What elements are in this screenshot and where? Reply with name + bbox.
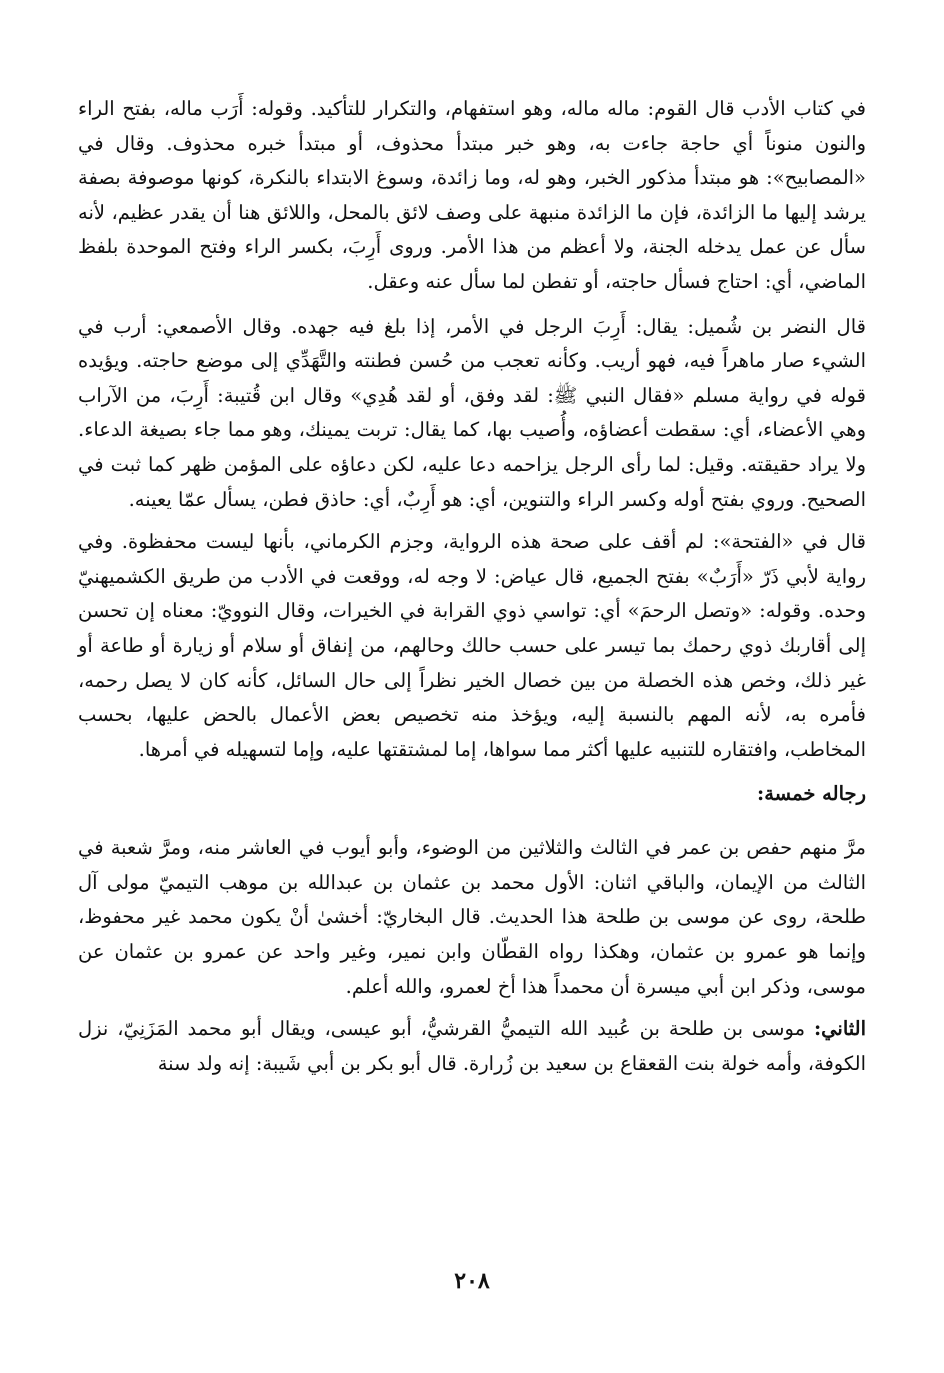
page-number: ٢٠٨ bbox=[454, 1268, 490, 1294]
second-narrator-text: موسى بن طلحة بن عُبيد الله التيميُّ القرشيُّ، أبو عيسى، ويقال أبو محمد المَزَنِيّ، نزل الكوفة، وأمه خولة بنت القعقاع بن سعيد بن زُرارة. قال أبو بكر بن أبي شَيبة: إنه ولد سنة bbox=[78, 1017, 866, 1075]
page-body bbox=[78, 92, 866, 1089]
paragraph-narrators: مرَّ منهم حفص بن عمر في الثالث والثلاثين من الوضوء، وأبو أيوب في العاشر منه، ومرَّ شعبة في الثالث من الإيمان، والباقي اثنان: الأول محمد بن عثمان بن عبدالله بن موهب التيميّ مولى آل طلحة، روى عن موسى بن طلحة هذا الحديث. قال البخاريّ: أخشىٰ أنْ يكون محمد غير محفوظ، وإنما هو عمرو بن عثمان، وهكذا رواه القطّان وابن نمير، وغير واحد عن عمرو بن عثمان عن موسى، وذكر ابن أبي ميسرة أن محمداً هذا أخ لعمرو، والله أعلم. bbox=[78, 836, 866, 998]
paragraph-arab-meaning: في كتاب الأدب قال القوم: ماله ماله، وهو استفهام، والتكرار للتأكيد. وقوله: أَرَب ماله، بفتح الراء والنون منوناً أي حاجة جاءت به، وهو خبر مبتدأ محذوف، أو مبتدأ خبره محذوف. وقال في «المصابيح»: هو مبتدأ مذكور الخبر، وهو له، وما زائدة، وسوغ الابتداء بالنكرة، كونها موصوفة بصفة يرشد إليها ما الزائدة، فإن ما الزائدة منبهة على وصف لائق بالمحل، واللائق هنا أن يقدر عظيم، لأنه سأل عن عمل يدخله الجنة، ولا أعظم من هذا الأمر. وروى أَرِبَ، بكسر الراء وفتح الموحدة بلفظ الماضي، أي: احتاج فسأل حاجته، أو تفطن لما سأل عنه وعقل. bbox=[78, 97, 866, 293]
paragraph-second-narrator bbox=[78, 1012, 866, 1081]
second-narrator-label: الثاني: bbox=[813, 1017, 867, 1041]
narrators-heading: رجاله خمسة: bbox=[757, 782, 866, 806]
paragraph-nadr-ibn-shumayl: قال النضر بن شُميل: يقال: أَرِبَ الرجل في الأمر، إذا بلغ فيه جهده. وقال الأصمعي: أرب في الشيء صار ماهراً فيه، فهو أريب. وكأنه تعجب من حُسن فطنته والتَّهَدِّي إلى موضع حاجته. ويؤيده قوله في رواية مسلم «فقال النبي ﷺ: لقد وفق، أو لقد هُدِي» وقال ابن قُتيبة: أَرِبَ، من الآراب وهي الأعضاء، أي: سقطت أعضاؤه، وأُصيب بها، كما يقال: تربت يمينك، وهو مما جاء بصيغة الدعاء. ولا يراد حقيقته. وقيل: لما رأى الرجل يزاحمه دعا عليه، لكن دعاؤه على المؤمن ظهر كما ثبت في الصحيح. وروي بفتح أوله وكسر الراء والتنوين، أي: هو أَرِبٌ، أي: حاذق فطن، يسأل عمّا يعينه. bbox=[78, 314, 867, 511]
paragraph-al-fath: قال في «الفتحة»: لم أقف على صحة هذه الرواية، وجزم الكرماني، بأنها ليست محفظوة. وفي رواية لأبي ذَرّ «أَرَبٌ» بفتح الجميع، قال عياض: لا وجه له، ووقعت في الأدب من طريق الكشميهنيّ وحده. وقوله: «وتصل الرحمَ» أي: تواسي ذوي القرابة في الخيرات، وقال النوويّ: معناه إن تحسن إلى أقاربك ذوي رحمك بما تيسر على حسب حالك وحالهم، من إنفاق أو سلام أو زيارة أو طاعة أو غير ذلك، وخص هذه الخصلة من بين خصال الخير نظراً إلى حال السائل، كأنه كان لا يصل رحمه، فأمره به، لأنه المهم بالنسبة إليه، ويؤخذ منه تخصيص بعض الأعمال بالحض عليها، بحسب المخاطب، وافتقاره للتنبيه عليها أكثر مما سواها، إما لمشتقتها عليه، وإما لتسهيله في أمرها. bbox=[78, 530, 866, 761]
